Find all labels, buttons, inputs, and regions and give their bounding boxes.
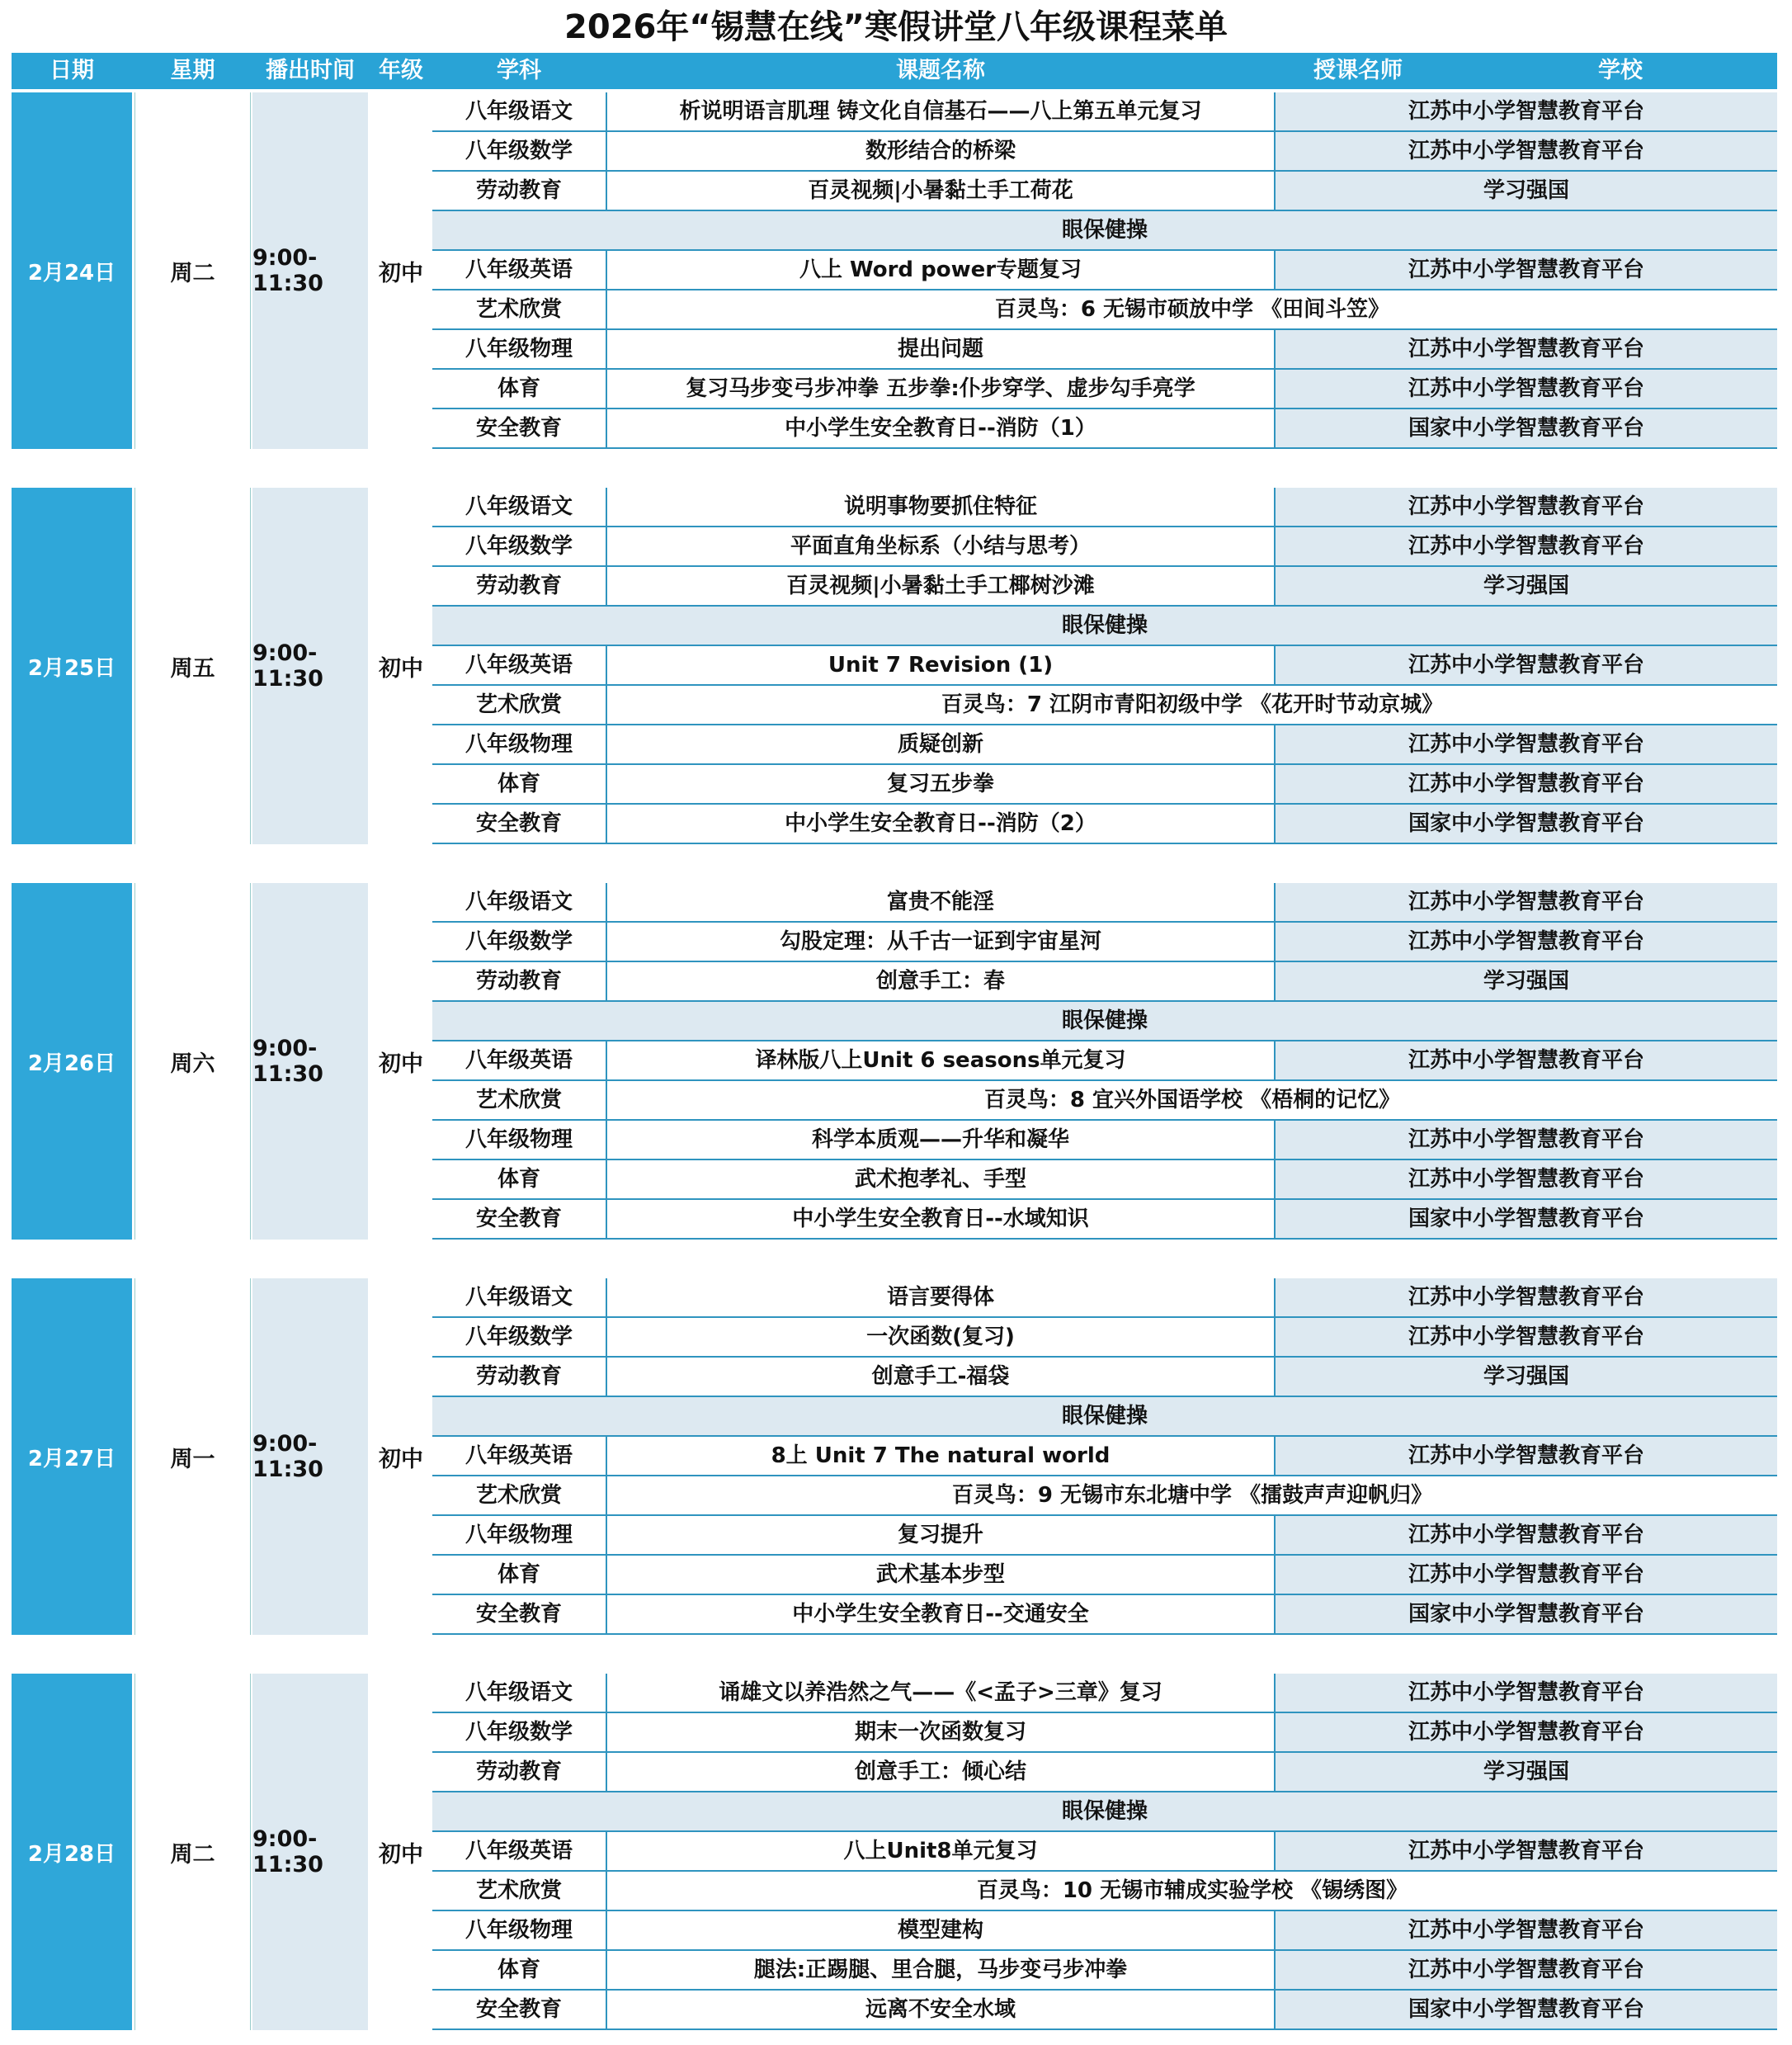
- day-block: [12, 1674, 1777, 2030]
- subject-cell: 八年级语文: [432, 883, 607, 921]
- table-row: [432, 1595, 1777, 1635]
- school-cell: 江苏中小学智慧教育平台: [1276, 646, 1777, 684]
- school-cell: 江苏中小学智慧教育平台: [1276, 923, 1777, 961]
- topic-cell: 中小学生安全教育日--消防（1）: [607, 409, 1276, 447]
- day-weekday: 周二: [134, 1674, 251, 2030]
- subject-cell: 安全教育: [432, 409, 607, 447]
- subject-cell: 艺术欣赏: [432, 1081, 607, 1119]
- subject-cell: 八年级数学: [432, 132, 607, 170]
- topic-cell: 复习五步拳: [607, 765, 1276, 803]
- subject-cell: 八年级英语: [432, 1041, 607, 1079]
- school-cell: 江苏中小学智慧教育平台: [1276, 1437, 1777, 1475]
- school-cell: 国家中小学智慧教育平台: [1276, 805, 1777, 843]
- school-cell: 学习强国: [1276, 1753, 1777, 1791]
- school-cell: 国家中小学智慧教育平台: [1276, 1200, 1777, 1238]
- table-row: [432, 1832, 1777, 1872]
- school-cell: 江苏中小学智慧教育平台: [1276, 1278, 1777, 1316]
- school-cell: 江苏中小学智慧教育平台: [1276, 765, 1777, 803]
- table-row: [432, 1081, 1777, 1121]
- table-row: [432, 646, 1777, 686]
- eye-exercise-cell: 眼保健操: [432, 211, 1777, 249]
- table-row: [432, 1041, 1777, 1081]
- subject-cell: 体育: [432, 370, 607, 408]
- topic-cell: 模型建构: [607, 1911, 1276, 1949]
- school-cell: 江苏中小学智慧教育平台: [1276, 92, 1777, 130]
- school-cell: 江苏中小学智慧教育平台: [1276, 1674, 1777, 1712]
- topic-cell: 译林版八上Unit 6 seasons单元复习: [607, 1041, 1276, 1079]
- day-grade: 初中: [375, 1674, 427, 2030]
- table-row: [432, 1753, 1777, 1792]
- subject-cell: 体育: [432, 1160, 607, 1198]
- table-row: [432, 370, 1777, 409]
- subject-cell: 八年级物理: [432, 725, 607, 763]
- table-row: [432, 1318, 1777, 1358]
- school-cell: 国家中小学智慧教育平台: [1276, 409, 1777, 447]
- table-row: [432, 1516, 1777, 1556]
- subject-cell: 艺术欣赏: [432, 1476, 607, 1514]
- table-row: [432, 1951, 1777, 1991]
- table-row: [432, 172, 1777, 211]
- topic-cell: 勾股定理：从千古一证到宇宙星河: [607, 923, 1276, 961]
- table-row: [432, 1160, 1777, 1200]
- table-row: [432, 1713, 1777, 1753]
- subject-cell: 劳动教育: [432, 1358, 607, 1396]
- topic-cell: 诵雄文以养浩然之气——《<孟子>三章》复习: [607, 1674, 1276, 1712]
- subject-cell: 体育: [432, 765, 607, 803]
- topic-cell: 武术基本步型: [607, 1556, 1276, 1594]
- subject-cell: 安全教育: [432, 1595, 607, 1633]
- school-cell: 国家中小学智慧教育平台: [1276, 1991, 1777, 2028]
- subject-cell: 安全教育: [432, 1200, 607, 1238]
- day-block: [12, 1278, 1777, 1635]
- header-weekday: 星期: [170, 58, 215, 83]
- school-cell: 江苏中小学智慧教育平台: [1276, 1556, 1777, 1594]
- table-row: [432, 251, 1777, 290]
- header-grade: 年级: [379, 58, 423, 83]
- table-row: [432, 92, 1777, 132]
- day-block: [12, 92, 1777, 449]
- day-time: 9:00-11:30: [252, 92, 368, 449]
- art-topic-cell: 百灵鸟：6 无锡市硕放中学 《田间斗笠》: [607, 290, 1777, 328]
- subject-cell: 八年级英语: [432, 1437, 607, 1475]
- day-grade: 初中: [375, 883, 427, 1240]
- subject-cell: 八年级语文: [432, 92, 607, 130]
- subject-cell: 八年级物理: [432, 1911, 607, 1949]
- table-row: [432, 1121, 1777, 1160]
- school-cell: 江苏中小学智慧教育平台: [1276, 251, 1777, 289]
- table-row: [432, 725, 1777, 765]
- school-cell: 学习强国: [1276, 172, 1777, 210]
- topic-cell: 提出问题: [607, 330, 1276, 368]
- day-time: 9:00-11:30: [252, 488, 368, 844]
- subject-cell: 八年级英语: [432, 1832, 607, 1870]
- subject-cell: 八年级物理: [432, 1121, 607, 1159]
- table-row: [432, 488, 1777, 527]
- day-date: 2月28日: [12, 1674, 132, 2030]
- day-block: [12, 488, 1777, 844]
- day-weekday: 周五: [134, 488, 251, 844]
- school-cell: 江苏中小学智慧教育平台: [1276, 1911, 1777, 1949]
- subject-cell: 八年级语文: [432, 1674, 607, 1712]
- table-row: [432, 409, 1777, 449]
- school-cell: 江苏中小学智慧教育平台: [1276, 1041, 1777, 1079]
- subject-cell: 八年级数学: [432, 1713, 607, 1751]
- table-row: [432, 527, 1777, 567]
- subject-cell: 艺术欣赏: [432, 290, 607, 328]
- header-subject: 学科: [497, 58, 541, 83]
- table-row: [432, 1872, 1777, 1911]
- table-row: [432, 1397, 1777, 1437]
- topic-cell: 数形结合的桥梁: [607, 132, 1276, 170]
- day-grade: 初中: [375, 92, 427, 449]
- art-topic-cell: 百灵鸟：10 无锡市辅成实验学校 《锡绣图》: [607, 1872, 1777, 1910]
- header-date: 日期: [50, 58, 94, 83]
- eye-exercise-cell: 眼保健操: [432, 1002, 1777, 1040]
- topic-cell: 中小学生安全教育日--交通安全: [607, 1595, 1276, 1633]
- topic-cell: 创意手工-福袋: [607, 1358, 1276, 1396]
- topic-cell: 中小学生安全教育日--消防（2）: [607, 805, 1276, 843]
- table-row: [432, 211, 1777, 251]
- school-cell: 江苏中小学智慧教育平台: [1276, 1832, 1777, 1870]
- topic-cell: 八上Unit8单元复习: [607, 1832, 1276, 1870]
- subject-cell: 八年级语文: [432, 1278, 607, 1316]
- topic-cell: 复习提升: [607, 1516, 1276, 1554]
- school-cell: 江苏中小学智慧教育平台: [1276, 1160, 1777, 1198]
- header-topic: 课题名称: [896, 58, 985, 83]
- topic-cell: 富贵不能淫: [607, 883, 1276, 921]
- school-cell: 江苏中小学智慧教育平台: [1276, 1516, 1777, 1554]
- school-cell: 江苏中小学智慧教育平台: [1276, 330, 1777, 368]
- topic-cell: 期末一次函数复习: [607, 1713, 1276, 1751]
- topic-cell: 创意手工：春: [607, 962, 1276, 1000]
- day-weekday: 周六: [134, 883, 251, 1240]
- topic-cell: 武术抱孝礼、手型: [607, 1160, 1276, 1198]
- eye-exercise-cell: 眼保健操: [432, 1792, 1777, 1830]
- subject-cell: 八年级英语: [432, 251, 607, 289]
- topic-cell: 平面直角坐标系（小结与思考）: [607, 527, 1276, 565]
- school-cell: 学习强国: [1276, 567, 1777, 605]
- topic-cell: 中小学生安全教育日--水域知识: [607, 1200, 1276, 1238]
- table-row: [432, 1358, 1777, 1397]
- subject-cell: 劳动教育: [432, 962, 607, 1000]
- table-row: [432, 883, 1777, 923]
- school-cell: 学习强国: [1276, 962, 1777, 1000]
- topic-cell: 百灵视频|小暑黏土手工椰树沙滩: [607, 567, 1276, 605]
- table-row: [432, 1476, 1777, 1516]
- topic-cell: 百灵视频|小暑黏土手工荷花: [607, 172, 1276, 210]
- day-grade: 初中: [375, 1278, 427, 1635]
- day-time: 9:00-11:30: [252, 1278, 368, 1635]
- page-title: 2026年“锡慧在线”寒假讲堂八年级课程菜单: [564, 8, 1228, 46]
- subject-cell: 体育: [432, 1556, 607, 1594]
- table-row: [432, 132, 1777, 172]
- header-time: 播出时间: [266, 58, 355, 83]
- table-row: [432, 330, 1777, 370]
- table-row: [432, 923, 1777, 962]
- table-row: [432, 1792, 1777, 1832]
- topic-cell: 质疑创新: [607, 725, 1276, 763]
- school-cell: 江苏中小学智慧教育平台: [1276, 1951, 1777, 1989]
- day-time: 9:00-11:30: [252, 1674, 368, 2030]
- school-cell: 江苏中小学智慧教育平台: [1276, 725, 1777, 763]
- table-row: [432, 1991, 1777, 2030]
- school-cell: 江苏中小学智慧教育平台: [1276, 883, 1777, 921]
- school-cell: 江苏中小学智慧教育平台: [1276, 1318, 1777, 1356]
- day-block: [12, 883, 1777, 1240]
- school-cell: 江苏中小学智慧教育平台: [1276, 370, 1777, 408]
- art-topic-cell: 百灵鸟：8 宜兴外国语学校 《梧桐的记忆》: [607, 1081, 1777, 1119]
- topic-cell: 说明事物要抓住特征: [607, 488, 1276, 526]
- subject-cell: 劳动教育: [432, 1753, 607, 1791]
- table-row: [432, 1911, 1777, 1951]
- topic-cell: 科学本质观——升华和凝华: [607, 1121, 1276, 1159]
- subject-cell: 八年级物理: [432, 1516, 607, 1554]
- subject-cell: 安全教育: [432, 1991, 607, 2028]
- table-row: [432, 1437, 1777, 1476]
- table-row: [432, 1556, 1777, 1595]
- table-row: [432, 962, 1777, 1002]
- day-date: 2月24日: [12, 92, 132, 449]
- subject-cell: 八年级英语: [432, 646, 607, 684]
- topic-cell: 八上 Word power专题复习: [607, 251, 1276, 289]
- topic-cell: 复习马步变弓步冲拳 五步拳:仆步穿学、虚步勾手亮学: [607, 370, 1276, 408]
- school-cell: 江苏中小学智慧教育平台: [1276, 488, 1777, 526]
- art-topic-cell: 百灵鸟：7 江阴市青阳初级中学 《花开时节动京城》: [607, 686, 1777, 724]
- day-date: 2月26日: [12, 883, 132, 1240]
- topic-cell: Unit 7 Revision (1): [607, 646, 1276, 684]
- school-cell: 江苏中小学智慧教育平台: [1276, 1121, 1777, 1159]
- art-topic-cell: 百灵鸟：9 无锡市东北塘中学 《擂鼓声声迎帆归》: [607, 1476, 1777, 1514]
- topic-cell: 语言要得体: [607, 1278, 1276, 1316]
- header-school: 学校: [1598, 58, 1643, 83]
- table-row: [432, 1200, 1777, 1240]
- table-header: [12, 53, 1777, 89]
- subject-cell: 八年级语文: [432, 488, 607, 526]
- day-weekday: 周一: [134, 1278, 251, 1635]
- subject-cell: 劳动教育: [432, 567, 607, 605]
- day-time: 9:00-11:30: [252, 883, 368, 1240]
- topic-cell: 腿法:正踢腿、里合腿，马步变弓步冲拳: [607, 1951, 1276, 1989]
- subject-cell: 八年级数学: [432, 527, 607, 565]
- day-date: 2月25日: [12, 488, 132, 844]
- subject-cell: 劳动教育: [432, 172, 607, 210]
- subject-cell: 体育: [432, 1951, 607, 1989]
- subject-cell: 艺术欣赏: [432, 686, 607, 724]
- school-cell: 学习强国: [1276, 1358, 1777, 1396]
- eye-exercise-cell: 眼保健操: [432, 1397, 1777, 1435]
- subject-cell: 八年级物理: [432, 330, 607, 368]
- table-row: [432, 1278, 1777, 1318]
- school-cell: 国家中小学智慧教育平台: [1276, 1595, 1777, 1633]
- subject-cell: 安全教育: [432, 805, 607, 843]
- topic-cell: 远离不安全水域: [607, 1991, 1276, 2028]
- subject-cell: 艺术欣赏: [432, 1872, 607, 1910]
- table-row: [432, 290, 1777, 330]
- topic-cell: 析说明语言肌理 铸文化自信基石——八上第五单元复习: [607, 92, 1276, 130]
- day-weekday: 周二: [134, 92, 251, 449]
- topic-cell: 一次函数(复习): [607, 1318, 1276, 1356]
- subject-cell: 八年级数学: [432, 1318, 607, 1356]
- eye-exercise-cell: 眼保健操: [432, 607, 1777, 645]
- subject-cell: 八年级数学: [432, 923, 607, 961]
- table-row: [432, 765, 1777, 805]
- table-row: [432, 805, 1777, 844]
- table-row: [432, 1002, 1777, 1041]
- table-row: [432, 686, 1777, 725]
- school-cell: 江苏中小学智慧教育平台: [1276, 527, 1777, 565]
- header-teacher: 授课名师: [1313, 58, 1403, 83]
- table-row: [432, 1674, 1777, 1713]
- table-row: [432, 567, 1777, 607]
- school-cell: 江苏中小学智慧教育平台: [1276, 1713, 1777, 1751]
- topic-cell: 创意手工：倾心结: [607, 1753, 1276, 1791]
- table-row: [432, 607, 1777, 646]
- day-date: 2月27日: [12, 1278, 132, 1635]
- day-grade: 初中: [375, 488, 427, 844]
- topic-cell: 8上 Unit 7 The natural world: [607, 1437, 1276, 1475]
- school-cell: 江苏中小学智慧教育平台: [1276, 132, 1777, 170]
